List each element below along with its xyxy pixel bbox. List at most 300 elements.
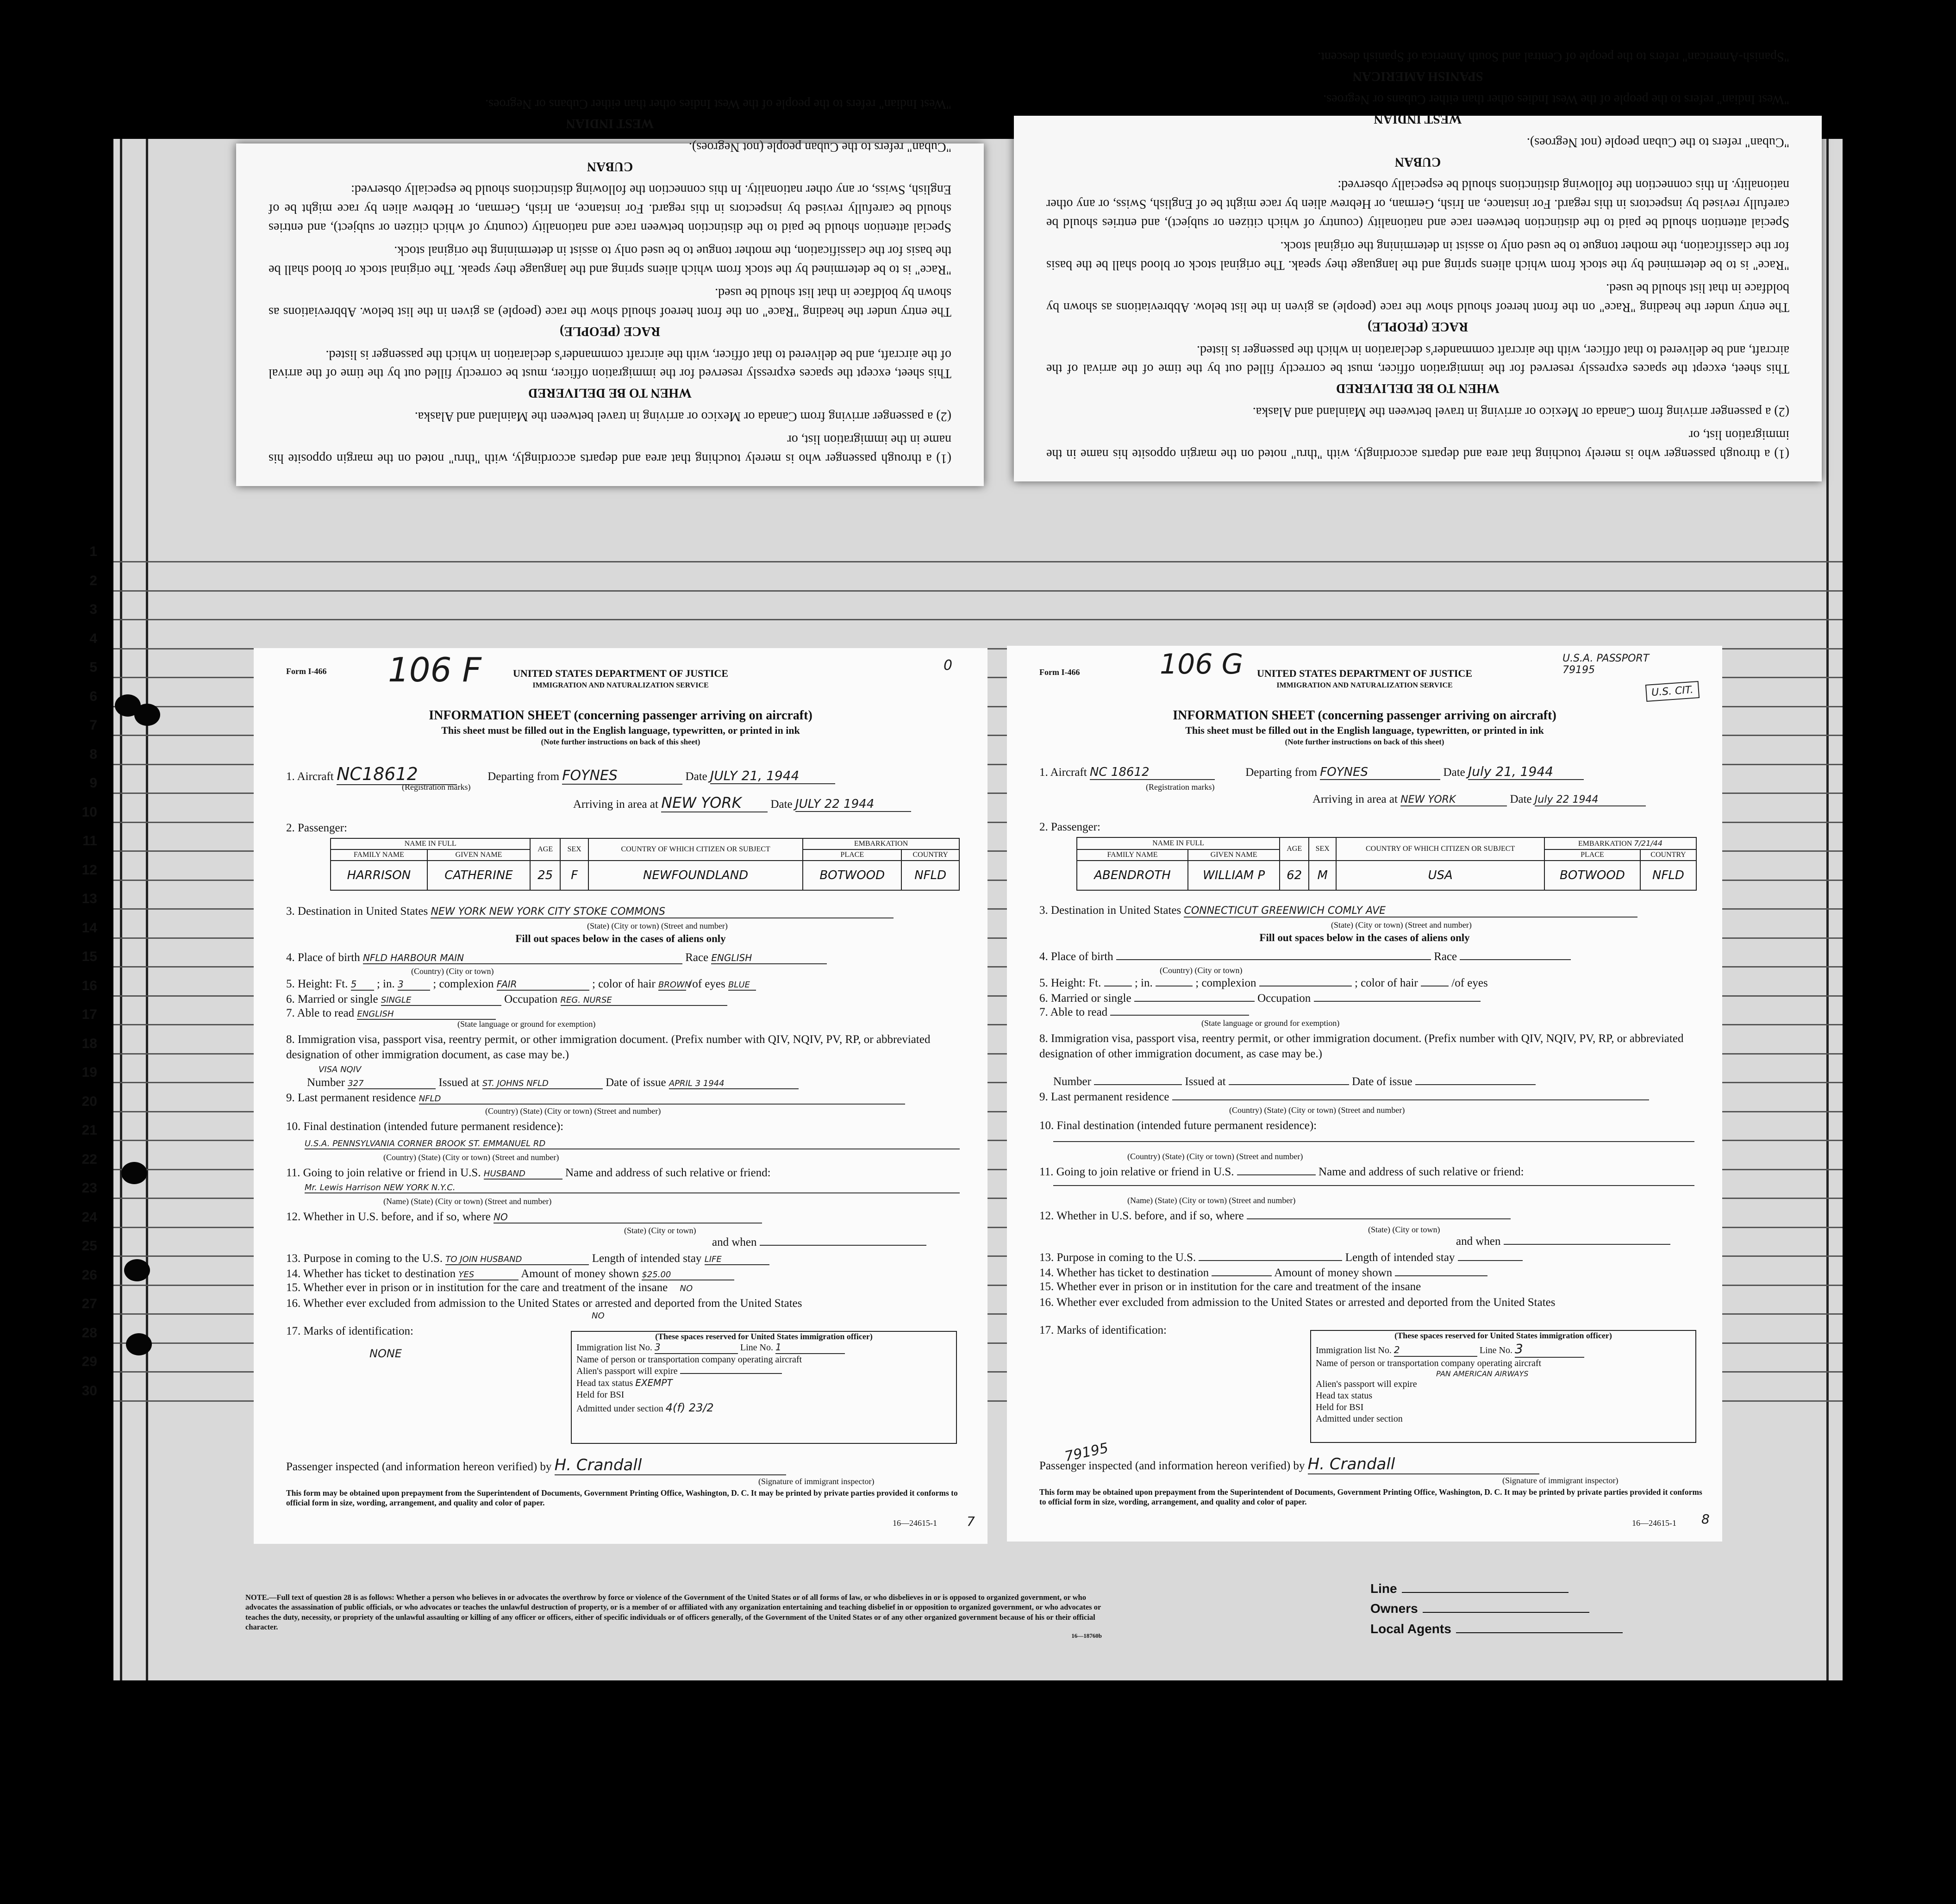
label-passport: Alien's passport will expire <box>1316 1379 1417 1389</box>
footnote-text: NOTE.—Full text of question 28 is as follows: Whether a person who believes in or advocates the overthrow by force or violence of the Government of the United States or of all forms of law, or who disbelieves in or is opposed to organized government, or who advocates the assassination of public officials, or who advocates or teaches the unlawful destruction of property, or is a member of or affiliated with any organization entertaining and teaching disbelief in or opposition to organized government, or who advocates or teaches the duty, necessity, or propriety of the unlawful assaulting or killing of any officer or officers, either of specific individuals or of officers generally, of the Government of the United States or of any other organized government because of his or their official character. <box>245 1593 1101 1632</box>
footnote <box>245 1592 1102 1640</box>
label-married: 6. Married or single <box>1039 992 1131 1005</box>
form-subnote: (Note further instructions on back of this sheet) <box>541 737 700 746</box>
row-number: 12 <box>81 862 97 878</box>
instr-race-text2: "Race" is to be determined by the stock from which aliens spring and the language they speak. The original stock or blood shall be the basis for the classification, the mother tongue to be used only to assist in determining the original stock. <box>1046 239 1789 272</box>
label-complexion: ; complexion <box>1195 977 1256 989</box>
instr-cuban-text: "Cuban" refers to the Cuban people (not Negroes). <box>688 139 951 154</box>
label-occupation: Occupation <box>504 993 558 1005</box>
th-sex: SEX <box>560 838 588 861</box>
fill-note: Fill out spaces below in the cases of aliens only <box>1259 932 1470 943</box>
row-number: 25 <box>81 1238 97 1254</box>
instr-race-heading: RACE (PEOPLE) <box>560 324 660 339</box>
row-number: 18 <box>81 1036 97 1051</box>
citizen-stamp: U.S. CIT. <box>1645 681 1700 702</box>
destination-value: CONNECTICUT GREENWICH COMLY AVE <box>1184 905 1637 918</box>
issue-date-line <box>1415 1084 1536 1085</box>
arriving-value: NEW YORK <box>661 794 768 812</box>
label-arrival-date: Date <box>1510 793 1532 805</box>
row-number: 26 <box>81 1267 97 1283</box>
list-no-value: 2 <box>1394 1344 1477 1357</box>
label-relative-name: Name and address of such relative or friend: <box>565 1167 771 1179</box>
th-country2: COUNTRY <box>901 849 959 861</box>
length-stay-line <box>1458 1260 1523 1261</box>
footnote-code: 16—18760b <box>1071 1632 1102 1639</box>
instr-west-text: "West Indian" refers to the people of the West Indies other than either Cubans or Negroes. <box>485 97 951 112</box>
race-value: ENGLISH <box>711 952 827 964</box>
given-name-value: CATHERINE <box>427 861 530 890</box>
label-money: Amount of money shown <box>1274 1267 1393 1279</box>
label-length-stay: Length of intended stay <box>1345 1251 1455 1264</box>
embark-country-value: NFLD <box>1640 861 1696 890</box>
sex-value: F <box>560 861 588 890</box>
form-number: Form I-466 <box>1039 668 1080 677</box>
row-number: 6 <box>89 688 97 704</box>
label-passenger: 2. Passenger: <box>1039 821 1100 833</box>
row-number: 3 <box>89 602 97 617</box>
money-line <box>1395 1275 1487 1276</box>
label-race: Race <box>1434 950 1457 963</box>
read-line <box>1110 1015 1249 1016</box>
ticket-line <box>1212 1275 1272 1276</box>
label-number: Number <box>307 1076 345 1089</box>
row-number: 21 <box>81 1123 97 1138</box>
race-line <box>1460 959 1571 960</box>
destination-caption: (State) (City or town) (Street and number) <box>1331 920 1472 930</box>
label-visa: 8. Immigration visa, passport visa, reentry permit, or other immigration document. (Prefix number with QIV, NQIV, PV, RP, or abbreviated designation of other immigration document, as case may be.) <box>1039 1032 1684 1060</box>
label-occupation: Occupation <box>1257 992 1311 1005</box>
departing-value: FOYNES <box>1320 765 1440 780</box>
inspector-signature: H. Crandall <box>555 1456 786 1475</box>
punch-hole <box>124 1259 150 1281</box>
row-number: 19 <box>81 1065 97 1080</box>
agents-owners-field <box>1423 1612 1589 1613</box>
form-code: 16—24615-1 <box>1632 1518 1676 1528</box>
row-number: 8 <box>89 746 97 762</box>
th-age: AGE <box>1280 837 1309 861</box>
us-before-value: NO <box>494 1211 762 1224</box>
headtax-value: EXEMPT <box>635 1377 673 1388</box>
destination-caption: (State) (City or town) (Street and number) <box>587 921 728 930</box>
signature-caption: (Signature of immigrant inspector) <box>758 1477 875 1486</box>
label-headtax: Head tax status <box>1316 1391 1373 1401</box>
instr-item1: (1) a through passenger who is merely touching that area and departs accordingly, with "thru" noted on the margin opposite his name in the immigration list, or <box>1046 428 1789 461</box>
label-passenger: 2. Passenger: <box>286 822 347 834</box>
height-in-value: 3 <box>398 979 430 991</box>
service-name: IMMIGRATION AND NATURALIZATION SERVICE <box>1276 681 1453 689</box>
us-before-caption: (State) (City or town) <box>1368 1225 1440 1234</box>
label-aircraft: 1. Aircraft <box>1039 766 1087 779</box>
birth-caption: (Country) (City or town) <box>1160 966 1243 975</box>
read-value: ENGLISH <box>357 1009 496 1020</box>
label-admitted: Admitted under section <box>1316 1414 1403 1424</box>
birth-value: NFLD HARBOUR MAIN <box>363 952 682 964</box>
inspector-signature: H. Crandall <box>1308 1455 1539 1474</box>
agents-block <box>1370 1579 1623 1639</box>
final-destination-line <box>1053 1141 1694 1142</box>
row-number: 9 <box>89 775 97 791</box>
agents-owners-label: Owners <box>1370 1601 1418 1616</box>
purpose-line <box>1199 1260 1342 1261</box>
label-ticket: 14. Whether has ticket to destination <box>286 1267 456 1280</box>
married-line <box>1134 1001 1255 1002</box>
embark-date-value: 7/21/44 <box>1634 839 1663 848</box>
row-number: 2 <box>89 573 97 588</box>
instr-cuban-text: "Cuban" refers to the Cuban people (not Negroes). <box>1526 135 1789 150</box>
family-name-value: HARRISON <box>331 861 427 890</box>
label-issued-at: Issued at <box>438 1076 480 1089</box>
row-number: 17 <box>81 1007 97 1022</box>
page-number: 8 <box>1701 1511 1710 1527</box>
grid-line <box>146 139 148 1680</box>
signature-caption: (Signature of immigrant inspector) <box>1502 1476 1619 1485</box>
instructions-slip-right <box>1014 49 1822 481</box>
column-headers-ghost <box>345 620 1873 643</box>
th-country: COUNTRY OF WHICH CITIZEN OR SUBJECT <box>588 838 803 861</box>
company-value: PAN AMERICAN AIRWAYS <box>1436 1369 1529 1378</box>
label-read: 7. Able to read <box>1039 1006 1108 1018</box>
embark-place-value: BOTWOOD <box>1544 861 1640 890</box>
eyes-value: BLUE <box>728 980 756 991</box>
row-number: 11 <box>82 833 97 849</box>
label-inspected: Passenger inspected (and information hereon verified) by <box>1039 1460 1305 1472</box>
label-departing: Departing from <box>487 770 560 783</box>
label-prison: 15. Whether ever in prison or in institution for the care and treatment of the insane <box>286 1281 668 1294</box>
label-issue-date: Date of issue <box>606 1076 666 1089</box>
row-number: 4 <box>89 631 97 646</box>
row-number: 16 <box>81 978 97 993</box>
th-place: PLACE <box>1544 849 1640 861</box>
form-subnote: (Note further instructions on back of this sheet) <box>1285 737 1444 746</box>
grid-line <box>1826 139 1829 1680</box>
instr-west-text: "West Indian" refers to the people of the West Indies other than either Cubans or Negroes. <box>1323 92 1789 107</box>
label-line-no: Line No. <box>1479 1345 1512 1355</box>
instr-west-heading: WEST INDIAN <box>566 116 654 131</box>
th-embarkation: EMBARKATION <box>1578 840 1632 848</box>
reserved-title: (These spaces reserved for United States immigration officer) <box>655 1332 873 1341</box>
instr-item2: (2) a passenger arriving from Canada or Mexico or arriving in travel between the Mainland and Alaska. <box>1252 404 1789 419</box>
info-sheet-right <box>1007 646 1722 1542</box>
final-destination-value: U.S.A. PENNSYLVANIA CORNER BROOK ST. EMMANUEL RD <box>305 1139 960 1149</box>
given-name-value: WILLIAM P <box>1188 861 1280 890</box>
form-subtitle: This sheet must be filled out in the English language, typewritten, or printed in ink <box>1185 724 1544 736</box>
label-money: Amount of money shown <box>521 1267 639 1280</box>
departing-value: FOYNES <box>562 768 682 785</box>
instr-spanish-heading: SPANISH AMERICAN <box>1352 69 1483 83</box>
when-line <box>1504 1244 1670 1245</box>
service-name: IMMIGRATION AND NATURALIZATION SERVICE <box>532 681 709 689</box>
row-number: 30 <box>81 1383 97 1398</box>
file-number: 106 F <box>388 650 481 689</box>
embark-place-value: BOTWOOD <box>803 861 901 890</box>
label-birth: 4. Place of birth <box>1039 950 1113 963</box>
read-caption: (State language or ground for exemption) <box>1201 1018 1340 1028</box>
hair-value: BROWN <box>658 980 691 990</box>
label-read: 7. Able to read <box>286 1007 355 1019</box>
instr-item1: (1) a through passenger who is merely touching that area and departs accordingly, with "thru" noted on the margin opposite his name in the immigration list, or <box>269 432 951 466</box>
label-arrival-date: Date <box>770 798 793 811</box>
visa-prefix-value: VISA NQIV <box>319 1065 362 1074</box>
th-family: FAMILY NAME <box>1077 849 1188 861</box>
row-number: 1 <box>89 544 97 559</box>
label-eyes: /of eyes <box>689 978 725 990</box>
row-line <box>113 619 1843 620</box>
label-height: 5. Height: Ft. <box>286 978 348 990</box>
family-name-value: ABENDROTH <box>1077 861 1188 890</box>
last-residence-value: NFLD <box>419 1094 905 1105</box>
label-purpose: 13. Purpose in coming to the U.S. <box>1039 1251 1196 1264</box>
money-value: $25.00 <box>642 1270 734 1280</box>
read-caption: (State language or ground for exemption) <box>457 1019 596 1029</box>
label-inches: ; in. <box>1134 977 1153 989</box>
embark-country-value: NFLD <box>901 861 959 890</box>
label-inspected: Passenger inspected (and information hereon verified) by <box>286 1461 552 1473</box>
agents-line-label: Line <box>1370 1581 1397 1596</box>
agents-local-field <box>1456 1632 1623 1633</box>
label-length-stay: Length of intended stay <box>592 1252 702 1265</box>
label-departing: Departing from <box>1245 766 1318 779</box>
arriving-value: NEW YORK <box>1400 794 1507 806</box>
label-join: 11. Going to join relative or friend in U.S. <box>1039 1166 1234 1178</box>
relative-caption: (Name) (State) (City or town) (Street and number) <box>383 1197 552 1206</box>
row-line <box>113 590 1843 592</box>
aircraft-value: NC18612 <box>337 764 457 785</box>
label-height: 5. Height: Ft. <box>1039 977 1101 989</box>
form-number: Form I-466 <box>286 667 327 676</box>
relative-details-value: Mr. Lewis Harrison NEW YORK N.Y.C. <box>305 1183 960 1193</box>
label-married: 6. Married or single <box>286 993 378 1005</box>
label-final-destination: 10. Final destination (intended future permanent residence): <box>1039 1119 1317 1132</box>
dept-name: UNITED STATES DEPARTMENT OF JUSTICE <box>1257 668 1472 679</box>
label-race: Race <box>685 951 709 964</box>
th-given: GIVEN NAME <box>1188 849 1280 861</box>
height-ft-value: 5 <box>351 979 374 991</box>
form-footer: This form may be obtained upon prepayment from the Superintendent of Documents, Government Printing Office, Washington, D. C. It may be printed by private parties provided it conforms to official form in size, wording, arrangement, and quality and color of paper. <box>1039 1487 1702 1506</box>
final-destination-caption: (Country) (State) (City or town) (Street and number) <box>1127 1152 1303 1161</box>
instr-race-text1: The entry under the heading "Race" on the front hereof should show the race (people) as given in the list below. Abbreviations as shown by boldface in that list should be used. <box>1046 281 1789 315</box>
label-last-residence: 9. Last permanent residence <box>286 1092 416 1104</box>
th-age: AGE <box>530 838 560 861</box>
passport-value <box>680 1373 782 1374</box>
agents-line-field <box>1402 1592 1569 1593</box>
occupation-line <box>1314 1001 1481 1002</box>
grid-line <box>120 139 122 1680</box>
final-destination-caption: (Country) (State) (City or town) (Street and number) <box>383 1153 559 1162</box>
label-us-before: 12. Whether in U.S. before, and if so, where <box>286 1211 491 1223</box>
page-number: 7 <box>967 1514 975 1529</box>
form-title: INFORMATION SHEET (concerning passenger arriving on aircraft) <box>1173 708 1556 723</box>
birth-caption: (Country) (City or town) <box>411 967 494 976</box>
label-company: Name of person or transportation company operating aircraft <box>576 1355 802 1365</box>
date-value: July 21, 1944 <box>1468 764 1584 780</box>
file-number: 106 G <box>1160 648 1244 680</box>
row-number: 22 <box>81 1151 97 1167</box>
label-admitted: Admitted under section <box>576 1404 663 1414</box>
excluded-value: NO <box>592 1311 605 1321</box>
instr-race-text1: The entry under the heading "Race" on the front hereof should show the race (people) as given in the list below. Abbreviations as shown by boldface in that list should be used. <box>269 286 951 319</box>
label-aircraft: 1. Aircraft <box>286 770 334 783</box>
marks-value: NONE <box>369 1347 402 1360</box>
label-relative-name: Name and address of such relative or friend: <box>1319 1166 1524 1178</box>
label-when: and when <box>712 1236 757 1249</box>
th-country: COUNTRY OF WHICH CITIZEN OR SUBJECT <box>1336 837 1544 861</box>
label-line-no: Line No. <box>740 1342 773 1353</box>
label-hair: ; color of hair <box>592 978 656 990</box>
th-country2: COUNTRY <box>1640 849 1696 861</box>
label-list-no: Immigration list No. <box>1316 1345 1392 1355</box>
row-number: 28 <box>81 1325 97 1341</box>
row-number: 29 <box>81 1354 97 1369</box>
th-name-full: NAME IN FULL <box>331 838 530 849</box>
label-bsi: Held for BSI <box>1316 1402 1364 1412</box>
row-number: 24 <box>81 1209 97 1225</box>
label-number: Number <box>1053 1075 1091 1088</box>
label-final-destination: 10. Final destination (intended future permanent residence): <box>286 1120 564 1133</box>
issue-date-value: APRIL 3 1944 <box>669 1079 799 1089</box>
label-prison: 15. Whether ever in prison or in institution for the care and treatment of the insane <box>1039 1280 1421 1293</box>
date-value: JULY 21, 1944 <box>710 768 835 784</box>
label-issue-date: Date of issue <box>1352 1075 1412 1088</box>
label-bsi: Held for BSI <box>576 1390 625 1400</box>
instr-item2: (2) a passenger arriving from Canada or Mexico or arriving in travel between the Mainland and Alaska. <box>414 409 951 424</box>
aircraft-value: NC 18612 <box>1090 765 1215 780</box>
form-code: 16—24615-1 <box>893 1518 937 1528</box>
age-value: 62 <box>1280 861 1309 890</box>
line-no-value: 1 <box>775 1342 845 1354</box>
prison-value: NO <box>680 1284 693 1293</box>
us-before-line <box>1247 1218 1511 1219</box>
label-hair: ; color of hair <box>1354 977 1418 989</box>
instr-race-text3: Special attention should be paid to the distinction between race and nationality (country of which citizen or subject), and entries should be carefully revised by inspectors in this regard. For instance, an Irish, German, or Hebrew alien by race might be of English, Swiss, or any other nationality. In this connection the following distinctions should be especially observed: <box>269 182 951 235</box>
instr-cuban-heading: CUBAN <box>1394 154 1441 169</box>
punch-hole <box>134 704 160 726</box>
label-arriving: Arriving in area at <box>573 798 658 811</box>
punch-hole <box>121 1162 147 1184</box>
row-number: 15 <box>81 949 97 964</box>
label-date: Date <box>1443 766 1465 779</box>
official-box <box>571 1331 957 1444</box>
residence-line <box>1172 1099 1649 1100</box>
row-number: 10 <box>81 804 97 820</box>
marital-value: SINGLE <box>381 995 501 1006</box>
age-value: 25 <box>530 861 560 890</box>
residence-caption: (Country) (State) (City or town) (Street and number) <box>485 1106 661 1116</box>
label-ticket: 14. Whether has ticket to destination <box>1039 1267 1209 1279</box>
official-box <box>1310 1330 1696 1443</box>
issued-line <box>1229 1084 1349 1085</box>
label-issued-at: Issued at <box>1185 1075 1226 1088</box>
form-subtitle: This sheet must be filled out in the English language, typewritten, or printed in ink <box>441 724 800 736</box>
complexion-value: FAIR <box>497 979 589 991</box>
passenger-table <box>330 838 960 891</box>
instr-race-heading: RACE (PEOPLE) <box>1368 319 1468 334</box>
instr-when-text: This sheet, except the spaces expressly reserved for the immigration officer, must be correctly filled out by the time of the arrival of the aircraft, and be delivered to that officer, with the aircraft commander's declaration in which the passenger is listed. <box>269 347 951 381</box>
label-destination: 3. Destination in United States <box>1039 904 1181 917</box>
th-family: FAMILY NAME <box>331 849 427 861</box>
destination-value: NEW YORK NEW YORK CITY STOKE COMMONS <box>431 906 894 918</box>
issued-at-value: ST. JOHNS NFLD <box>482 1079 603 1089</box>
label-excluded: 16. Whether ever excluded from admission to the United States or arrested and deported from the United States <box>286 1297 802 1310</box>
instr-cuban-heading: CUBAN <box>587 159 633 174</box>
label-visa: 8. Immigration visa, passport visa, reentry permit, or other immigration document. (Prefix number with QIV, NQIV, PV, RP, or abbreviated designation of other immigration document, as case may be.) <box>286 1033 931 1061</box>
form-title: INFORMATION SHEET (concerning passenger arriving on aircraft) <box>429 708 812 723</box>
fill-note: Fill out spaces below in the cases of aliens only <box>515 933 726 944</box>
relative-caption: (Name) (State) (City or town) (Street and number) <box>1127 1196 1296 1205</box>
birth-line <box>1116 959 1431 960</box>
label-passport: Alien's passport will expire <box>576 1366 678 1376</box>
label-last-residence: 9. Last permanent residence <box>1039 1091 1169 1103</box>
instr-race-text3: Special attention should be paid to the distinction between race and nationality (country of which citizen or subject), and entries should be carefully revised by inspectors in this regard. For instance, an Irish, German, or Hebrew alien by race might be of English, Swiss, or any other nationality. In this connection the following distinctions should be especially observed: <box>1046 178 1789 230</box>
list-no-value: 3 <box>655 1342 738 1354</box>
label-arriving: Arriving in area at <box>1312 793 1398 805</box>
dept-name: UNITED STATES DEPARTMENT OF JUSTICE <box>513 668 728 679</box>
label-headtax: Head tax status <box>576 1378 633 1388</box>
label-eyes: /of eyes <box>1451 977 1488 989</box>
reserved-title: (These spaces reserved for United States immigration officer) <box>1394 1331 1612 1340</box>
punch-hole <box>126 1333 152 1355</box>
instr-race-text2: "Race" is to be determined by the stock from which aliens spring and the language they speak. The original stock or blood shall be the basis for the classification, the mother tongue to be used only to assist in determining the original stock. <box>269 243 951 277</box>
arrival-date-value: July 22 1944 <box>1535 794 1646 806</box>
corner-mark: 0 <box>944 657 953 674</box>
th-sex: SEX <box>1309 837 1336 861</box>
label-marks: 17. Marks of identification: <box>286 1325 413 1337</box>
form-footer: This form may be obtained upon prepayment from the Superintendent of Documents, Government Printing Office, Washington, D. C. It may be printed by private parties provided it conforms to official form in size, wording, arrangement, and quality and color of paper. <box>286 1488 958 1507</box>
length-stay-value: LIFE <box>705 1255 769 1265</box>
instr-when-heading: WHEN TO BE DELIVERED <box>528 386 692 400</box>
label-purpose: 13. Purpose in coming to the U.S. <box>286 1252 443 1265</box>
arrival-date-value: JULY 22 1944 <box>795 797 911 812</box>
label-when: and when <box>1456 1235 1501 1248</box>
info-sheet-left <box>254 648 987 1544</box>
agents-local-label: Local Agents <box>1370 1621 1451 1636</box>
label-complexion: ; complexion <box>433 978 494 990</box>
purpose-value: TO JOIN HUSBAND <box>445 1255 589 1265</box>
label-marks: 17. Marks of identification: <box>1039 1324 1167 1336</box>
instructions-slip-left <box>236 97 984 486</box>
label-birth: 4. Place of birth <box>286 951 360 964</box>
label-date: Date <box>685 770 707 783</box>
instr-west-heading: WEST INDIAN <box>1374 112 1462 126</box>
passport-note: U.S.A. PASSPORT 79195 <box>1562 653 1650 676</box>
number-line <box>1094 1084 1182 1085</box>
marks-note: 79195 <box>1063 1440 1110 1465</box>
instr-when-text: This sheet, except the spaces expressly reserved for the immigration officer, must be correctly filled out by the time of the arrival of the aircraft, and be delivered to that officer, with the aircraft commander's declaration in which the passenger is listed. <box>1046 343 1789 376</box>
line-no-value: 3 <box>1515 1341 1584 1358</box>
doc-number-value: 327 <box>348 1079 436 1089</box>
label-excluded: 16. Whether ever excluded from admission to the United States or arrested and deported from the United States <box>1039 1296 1556 1309</box>
label-list-no: Immigration list No. <box>576 1342 652 1353</box>
residence-caption: (Country) (State) (City or town) (Street and number) <box>1229 1105 1405 1115</box>
row-number: 27 <box>81 1296 97 1311</box>
row-number: 5 <box>89 660 97 675</box>
label-us-before: 12. Whether in U.S. before, and if so, where <box>1039 1210 1244 1222</box>
row-number: 13 <box>81 891 97 906</box>
sex-value: M <box>1309 861 1336 890</box>
th-embarkation: EMBARKATION <box>803 838 959 849</box>
instr-when-heading: WHEN TO BE DELIVERED <box>1336 381 1500 396</box>
citizen-value: NEWFOUNDLAND <box>588 861 803 890</box>
reg-caption: (Registration marks) <box>1146 782 1215 792</box>
join-line <box>1237 1174 1316 1175</box>
relative-line <box>1053 1185 1694 1186</box>
label-destination: 3. Destination in United States <box>286 905 428 918</box>
instr-spanish-text: "Spanish-American" refers to the people of Central and South America of Spanish descent. <box>1318 49 1789 64</box>
us-before-caption: (State) (City or town) <box>624 1226 696 1235</box>
occupation-value: REG. NURSE <box>561 995 727 1006</box>
row-number: 7 <box>89 718 97 733</box>
row-number: 20 <box>81 1093 97 1109</box>
citizen-value: USA <box>1336 861 1544 890</box>
